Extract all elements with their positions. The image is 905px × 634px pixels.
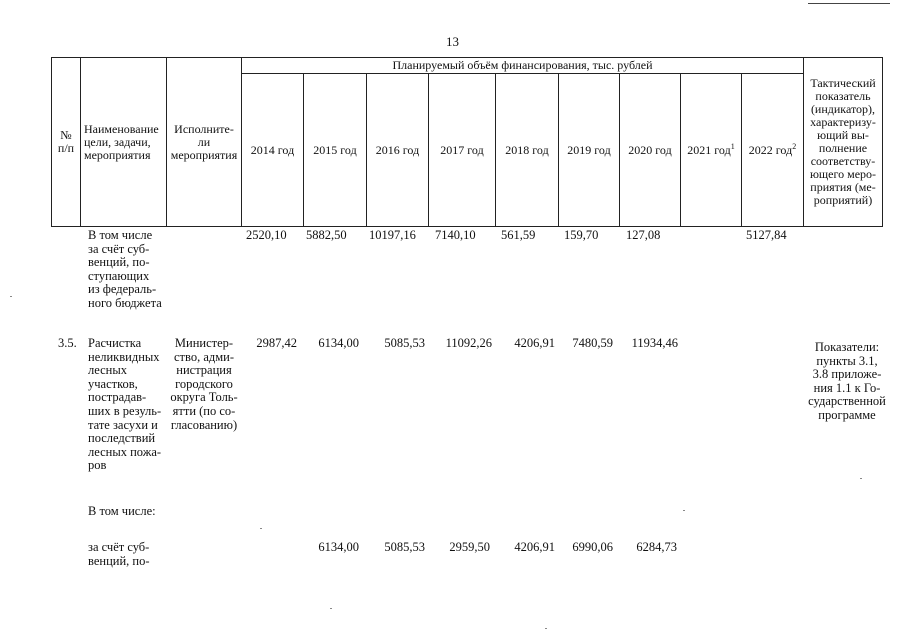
- row1-value-2017: 7140,10: [435, 228, 476, 242]
- scan-speck: [860, 478, 862, 479]
- page-number: 13: [446, 34, 459, 49]
- header-year-2018: 2018 год: [496, 74, 559, 227]
- row2-value-2018: 4206,91: [514, 336, 555, 350]
- header-indicator: Тактический показатель (индикатор), характеризу- ющий вы- полнение соответству- ющего меро- приятия (ме- роприятий): [804, 58, 883, 227]
- row1-value-2015: 5882,50: [306, 228, 347, 242]
- row1-value-2014: 2520,10: [246, 228, 287, 242]
- header-num: № п/п: [52, 58, 81, 227]
- header-year-2016: 2016 год: [367, 74, 429, 227]
- scan-speck: [330, 608, 332, 609]
- row1-value-2022: 5127,84: [746, 228, 787, 242]
- row2-executor: Министер- ство, адми- нистрация городского округа Толь- ятти (по со- гласованию): [170, 336, 238, 432]
- row2-value-2019: 7480,59: [572, 336, 613, 350]
- row1-value-2016: 10197,16: [369, 228, 416, 242]
- header-year-2020: 2020 год: [620, 74, 681, 227]
- row2-value-2017: 11092,26: [445, 336, 492, 350]
- scan-speck: [260, 528, 262, 529]
- row2-num: 3.5.: [58, 336, 77, 350]
- scan-speck: [683, 510, 685, 511]
- row4-value-2020: 6284,73: [636, 540, 677, 554]
- header-year-2015: 2015 год: [304, 74, 367, 227]
- row4-value-2019: 6990,06: [572, 540, 613, 554]
- row2-indicator: Показатели: пункты 3.1, 3.8 приложе- ния 1.1 к Го- сударственной программе: [808, 340, 886, 422]
- row1-name: В том числе за счёт суб- венций, по- ступающих из федераль- ного бюджета: [88, 228, 162, 310]
- header-year-2021: 2021 год$^1$: [681, 74, 742, 227]
- header-executor: Исполните- ли мероприятия: [167, 58, 242, 227]
- header-year-2019: 2019 год: [559, 74, 620, 227]
- header-year-2022: 2022 год$^2$: [742, 74, 804, 227]
- row4-value-2017: 2959,50: [449, 540, 490, 554]
- row3-name: В том числе:: [88, 504, 156, 518]
- row4-name: за счёт суб- венций, по-: [88, 540, 150, 568]
- row1-value-2019: 159,70: [564, 228, 599, 242]
- row2-value-2016: 5085,53: [384, 336, 425, 350]
- scan-speck: [545, 628, 547, 629]
- header-year-2017: 2017 год: [429, 74, 496, 227]
- row4-value-2018: 4206,91: [514, 540, 555, 554]
- row1-value-2018: 561,59: [501, 228, 536, 242]
- financing-table-header: [51, 57, 883, 227]
- header-name: Наименование цели, задачи, мероприятия: [81, 58, 167, 227]
- header-year-2014: 2014 год: [242, 74, 304, 227]
- row4-value-2016: 5085,53: [384, 540, 425, 554]
- row2-value-2020: 11934,46: [631, 336, 678, 350]
- scan-speck: [10, 296, 12, 297]
- row2-value-2015: 6134,00: [318, 336, 359, 350]
- row2-name: Расчистка неликвидных лесных участков, пострадав- ших в резуль- тате засухи и последствий лесных пожа- ров: [88, 336, 162, 473]
- row1-value-2020: 127,08: [626, 228, 661, 242]
- row2-value-2014: 2987,42: [256, 336, 297, 350]
- row4-value-2015: 6134,00: [318, 540, 359, 554]
- page-corner-line: [808, 0, 890, 4]
- header-financing-title: Планируемый объём финансирования, тыс. рублей: [242, 58, 804, 74]
